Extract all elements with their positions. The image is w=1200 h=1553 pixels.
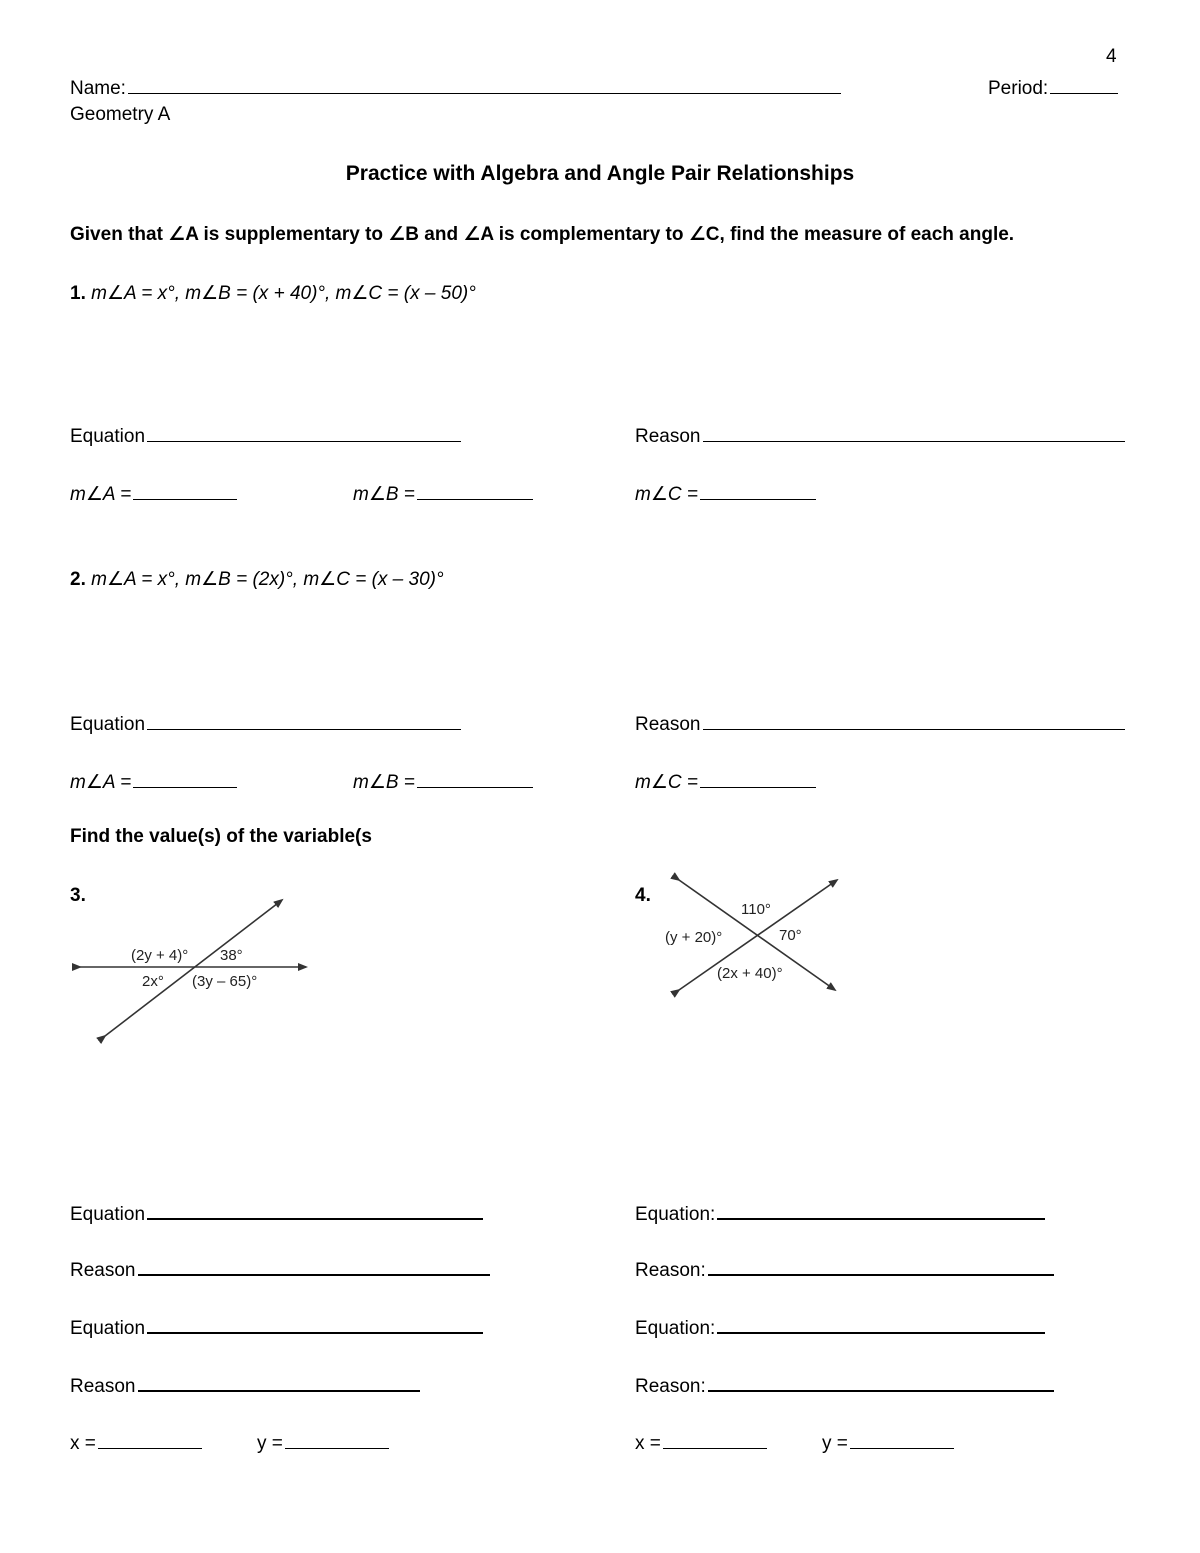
- reason-label: Reason: [635, 426, 701, 447]
- period-blank[interactable]: [1050, 76, 1118, 94]
- problem-4-x[interactable]: [635, 1431, 767, 1455]
- angle-label: (y + 20)°: [665, 929, 723, 946]
- equation-label: Equation: [70, 714, 146, 735]
- period-label: Period:: [988, 78, 1049, 99]
- mC-label: m∠C =: [635, 772, 698, 793]
- problem-4-y[interactable]: [822, 1431, 954, 1455]
- problem-1-mA[interactable]: [70, 482, 237, 506]
- reason-label: Reason:: [635, 1260, 706, 1281]
- problem-3-reason-2[interactable]: [70, 1373, 420, 1398]
- problem-1-mB[interactable]: [353, 482, 533, 506]
- name-blank[interactable]: [128, 76, 841, 94]
- problem-2-mB[interactable]: [353, 770, 533, 794]
- y-label: y =: [822, 1433, 848, 1454]
- mC-blank[interactable]: [700, 482, 816, 500]
- reason-blank[interactable]: [703, 712, 1125, 730]
- problem-2-equation[interactable]: [70, 712, 461, 736]
- angle-label: 2x°: [142, 973, 164, 990]
- problem-2-reason[interactable]: [635, 712, 1125, 736]
- problem-expression: m∠A = x°, m∠B = (2x)°, m∠C = (x – 30)°: [91, 569, 444, 590]
- x-blank[interactable]: [98, 1431, 202, 1449]
- reason-blank[interactable]: [708, 1373, 1054, 1392]
- equation-label: Equation:: [635, 1318, 716, 1339]
- equation-label: Equation: [70, 426, 146, 447]
- transversal-line: [105, 900, 282, 1036]
- problem-2-mC[interactable]: [635, 770, 816, 794]
- mB-label: m∠B =: [353, 484, 415, 505]
- reason-blank[interactable]: [138, 1257, 490, 1276]
- problem-3-reason-1[interactable]: [70, 1257, 490, 1282]
- problem-4-reason-2[interactable]: [635, 1373, 1054, 1398]
- reason-label: Reason: [70, 1260, 136, 1281]
- mA-blank[interactable]: [133, 770, 237, 788]
- y-label: y =: [257, 1433, 283, 1454]
- y-blank[interactable]: [850, 1431, 954, 1449]
- problem-1-reason[interactable]: [635, 424, 1125, 448]
- reason-label: Reason: [635, 714, 701, 735]
- problem-3-equation-2[interactable]: [70, 1315, 483, 1340]
- section-heading: Find the value(s) of the variable(s: [70, 826, 372, 847]
- equation-blank[interactable]: [147, 712, 461, 730]
- mB-blank[interactable]: [417, 482, 533, 500]
- angle-label: 110°: [741, 901, 771, 918]
- mA-blank[interactable]: [133, 482, 237, 500]
- equation-blank[interactable]: [147, 424, 461, 442]
- x-blank[interactable]: [663, 1431, 767, 1449]
- problem-2-mA[interactable]: [70, 770, 237, 794]
- angle-label: (2x + 40)°: [717, 965, 783, 982]
- problem-number: 1.: [70, 283, 86, 304]
- angle-label: 70°: [779, 927, 802, 944]
- problem-4-equation-1[interactable]: [635, 1201, 1045, 1226]
- reason-label: Reason:: [635, 1376, 706, 1397]
- reason-blank[interactable]: [708, 1257, 1054, 1276]
- problem-3-number: 3.: [70, 885, 86, 906]
- equation-blank[interactable]: [717, 1201, 1045, 1220]
- problem-expression: m∠A = x°, m∠B = (x + 40)°, m∠C = (x – 50)°: [91, 283, 476, 304]
- problem-1-statement: [70, 282, 476, 305]
- reason-blank[interactable]: [703, 424, 1125, 442]
- problem-4-reason-1[interactable]: [635, 1257, 1054, 1282]
- worksheet-title: Practice with Algebra and Angle Pair Relationships: [345, 162, 855, 185]
- equation-label: Equation:: [635, 1204, 716, 1225]
- equation-blank[interactable]: [147, 1315, 483, 1334]
- problem-2-statement: [70, 568, 444, 591]
- x-label: x =: [635, 1433, 661, 1454]
- name-label: Name:: [70, 78, 126, 99]
- problem-3-y[interactable]: [257, 1431, 389, 1455]
- mC-label: m∠C =: [635, 484, 698, 505]
- mB-label: m∠B =: [353, 772, 415, 793]
- equation-label: Equation: [70, 1204, 146, 1225]
- instructions: Given that ∠A is supplementary to ∠B and ∠A is complementary to ∠C, find the measure of each angle.: [70, 224, 1015, 245]
- equation-blank[interactable]: [717, 1315, 1045, 1334]
- problem-1-mC[interactable]: [635, 482, 816, 506]
- angle-label: 38°: [220, 947, 243, 964]
- problem-3-x[interactable]: [70, 1431, 202, 1455]
- name-field[interactable]: [70, 76, 841, 100]
- equation-label: Equation: [70, 1318, 146, 1339]
- x-label: x =: [70, 1433, 96, 1454]
- reason-label: Reason: [70, 1376, 136, 1397]
- problem-4-equation-2[interactable]: [635, 1315, 1045, 1340]
- mB-blank[interactable]: [417, 770, 533, 788]
- period-field[interactable]: [988, 76, 1118, 100]
- mA-label: m∠A =: [70, 484, 132, 505]
- problem-1-equation[interactable]: [70, 424, 461, 448]
- page-number: 4: [1106, 46, 1117, 67]
- course-name: Geometry A: [70, 104, 171, 125]
- problem-3-equation-1[interactable]: [70, 1201, 483, 1226]
- reason-blank[interactable]: [138, 1373, 420, 1392]
- problem-3-figure: [70, 890, 320, 1050]
- problem-4-figure: [655, 872, 855, 1002]
- mA-label: m∠A =: [70, 772, 132, 793]
- problem-number: 2.: [70, 569, 86, 590]
- equation-blank[interactable]: [147, 1201, 483, 1220]
- angle-label: (3y – 65)°: [192, 973, 258, 990]
- problem-4-number: 4.: [635, 885, 651, 906]
- angle-label: (2y + 4)°: [131, 947, 189, 964]
- y-blank[interactable]: [285, 1431, 389, 1449]
- mC-blank[interactable]: [700, 770, 816, 788]
